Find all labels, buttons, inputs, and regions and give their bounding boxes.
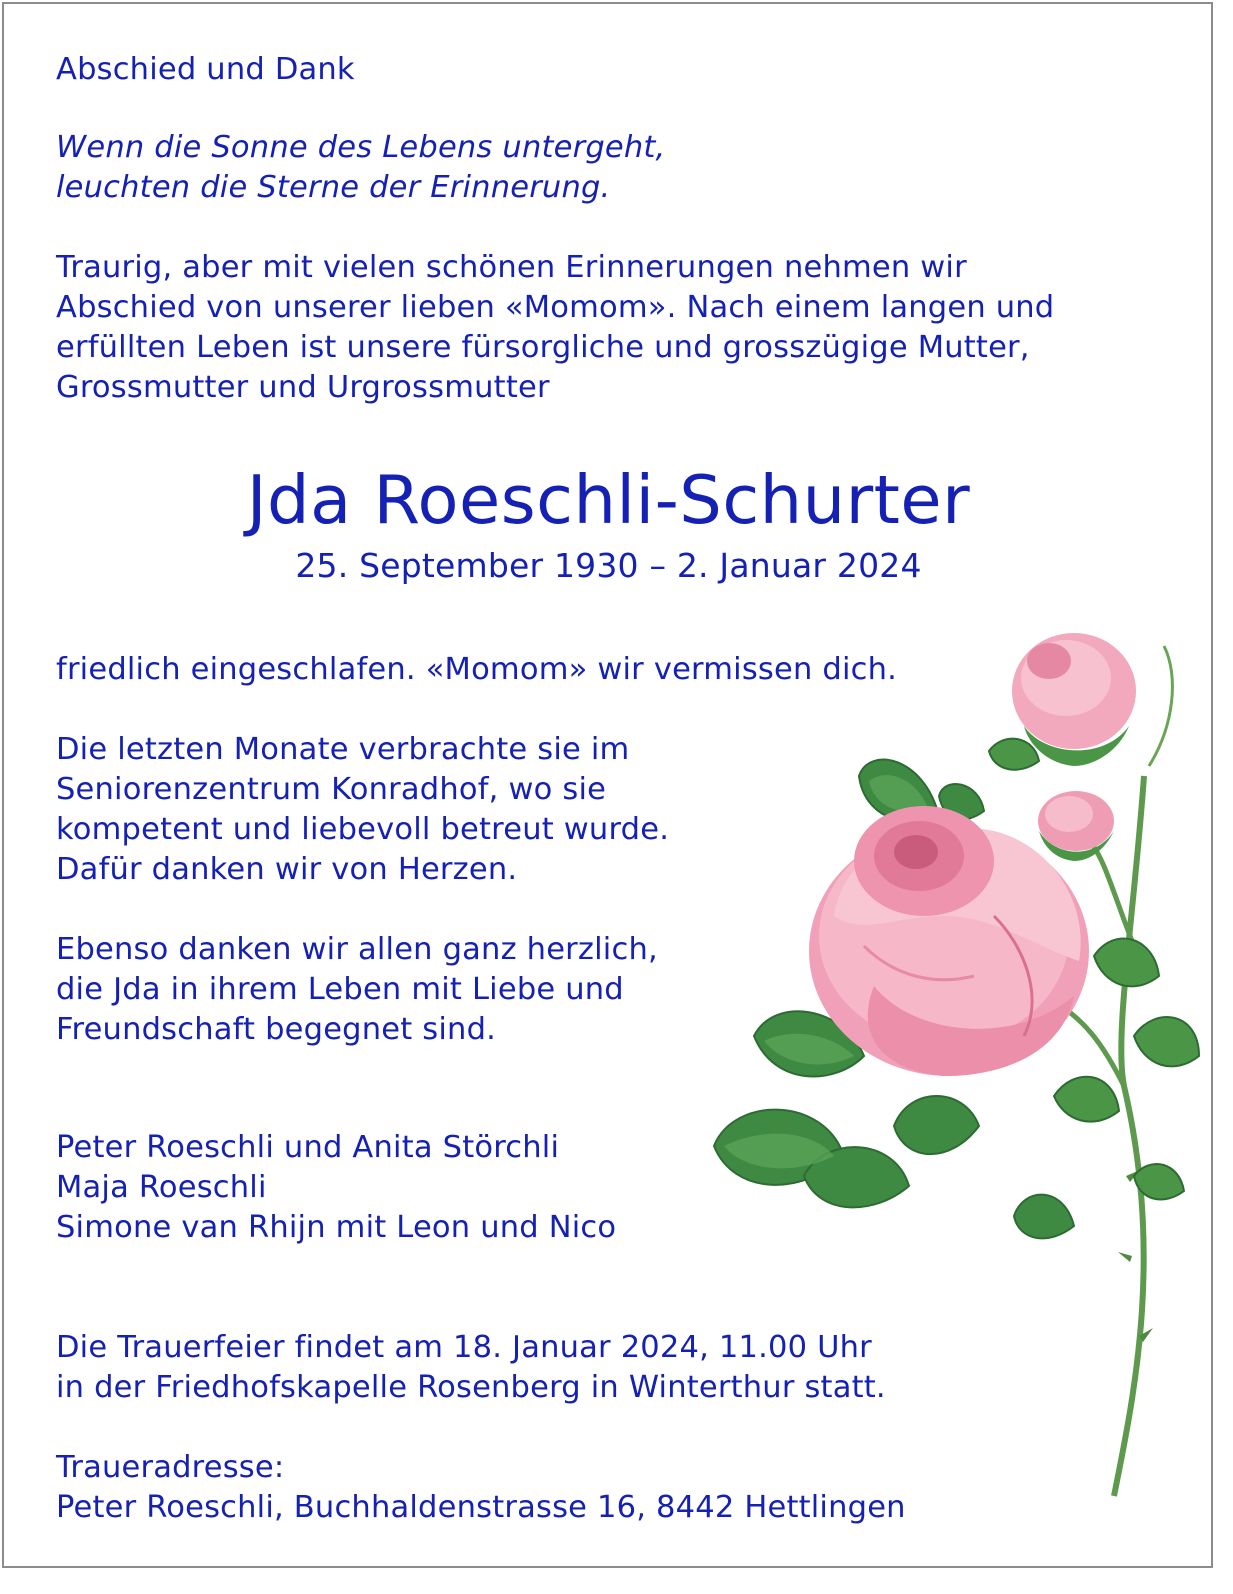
family-line-2: Maja Roeschli <box>56 1170 267 1205</box>
intro-line-1: Traurig, aber mit vielen schönen Erinnerungen nehmen wir <box>56 250 967 285</box>
care-line-2: Seniorenzentrum Konradhof, wo sie <box>56 772 607 807</box>
intro-line-3: erfüllten Leben ist unsere fürsorgliche und grosszügige Mutter, <box>56 330 1030 365</box>
quote-line-2: leuchten die Sterne der Erinnerung. <box>56 170 611 205</box>
thanks-line-3: Freundschaft begegnet sind. <box>56 1012 497 1047</box>
address-line: Peter Roeschli, Buchhaldenstrasse 16, 8442 Hettlingen <box>56 1490 906 1525</box>
obituary-card <box>2 2 1213 1568</box>
service-line-1: Die Trauerfeier findet am 18. Januar 2024, 11.00 Uhr <box>56 1330 872 1365</box>
family-line-3: Simone van Rhijn mit Leon und Nico <box>56 1210 617 1245</box>
care-line-1: Die letzten Monate verbrachte sie im <box>56 732 630 767</box>
thanks-line-1: Ebenso danken wir allen ganz herzlich, <box>56 932 658 967</box>
life-dates: 25. September 1930 – 2. Januar 2024 <box>295 546 922 585</box>
pink-rose-illustration <box>694 616 1214 1506</box>
deceased-name: Jda Roeschli-Schurter <box>246 461 971 539</box>
intro-line-2: Abschied von unserer lieben «Momom». Nach einem langen und <box>56 290 1055 325</box>
family-line-1: Peter Roeschli und Anita Störchli <box>56 1130 560 1165</box>
quote-line-1: Wenn die Sonne des Lebens untergeht, <box>56 130 666 165</box>
care-line-3: kompetent und liebevoll betreut wurde. <box>56 812 670 847</box>
intro-line-4: Grossmutter und Urgrossmutter <box>56 370 550 405</box>
thanks-line-2: die Jda in ihrem Leben mit Liebe und <box>56 972 624 1007</box>
address-label: Traueradresse: <box>56 1450 285 1485</box>
heading: Abschied und Dank <box>56 52 355 87</box>
passed-line: friedlich eingeschlafen. «Momom» wir vermissen dich. <box>56 652 898 687</box>
service-line-2: in der Friedhofskapelle Rosenberg in Winterthur statt. <box>56 1370 886 1405</box>
care-line-4: Dafür danken wir von Herzen. <box>56 852 518 887</box>
